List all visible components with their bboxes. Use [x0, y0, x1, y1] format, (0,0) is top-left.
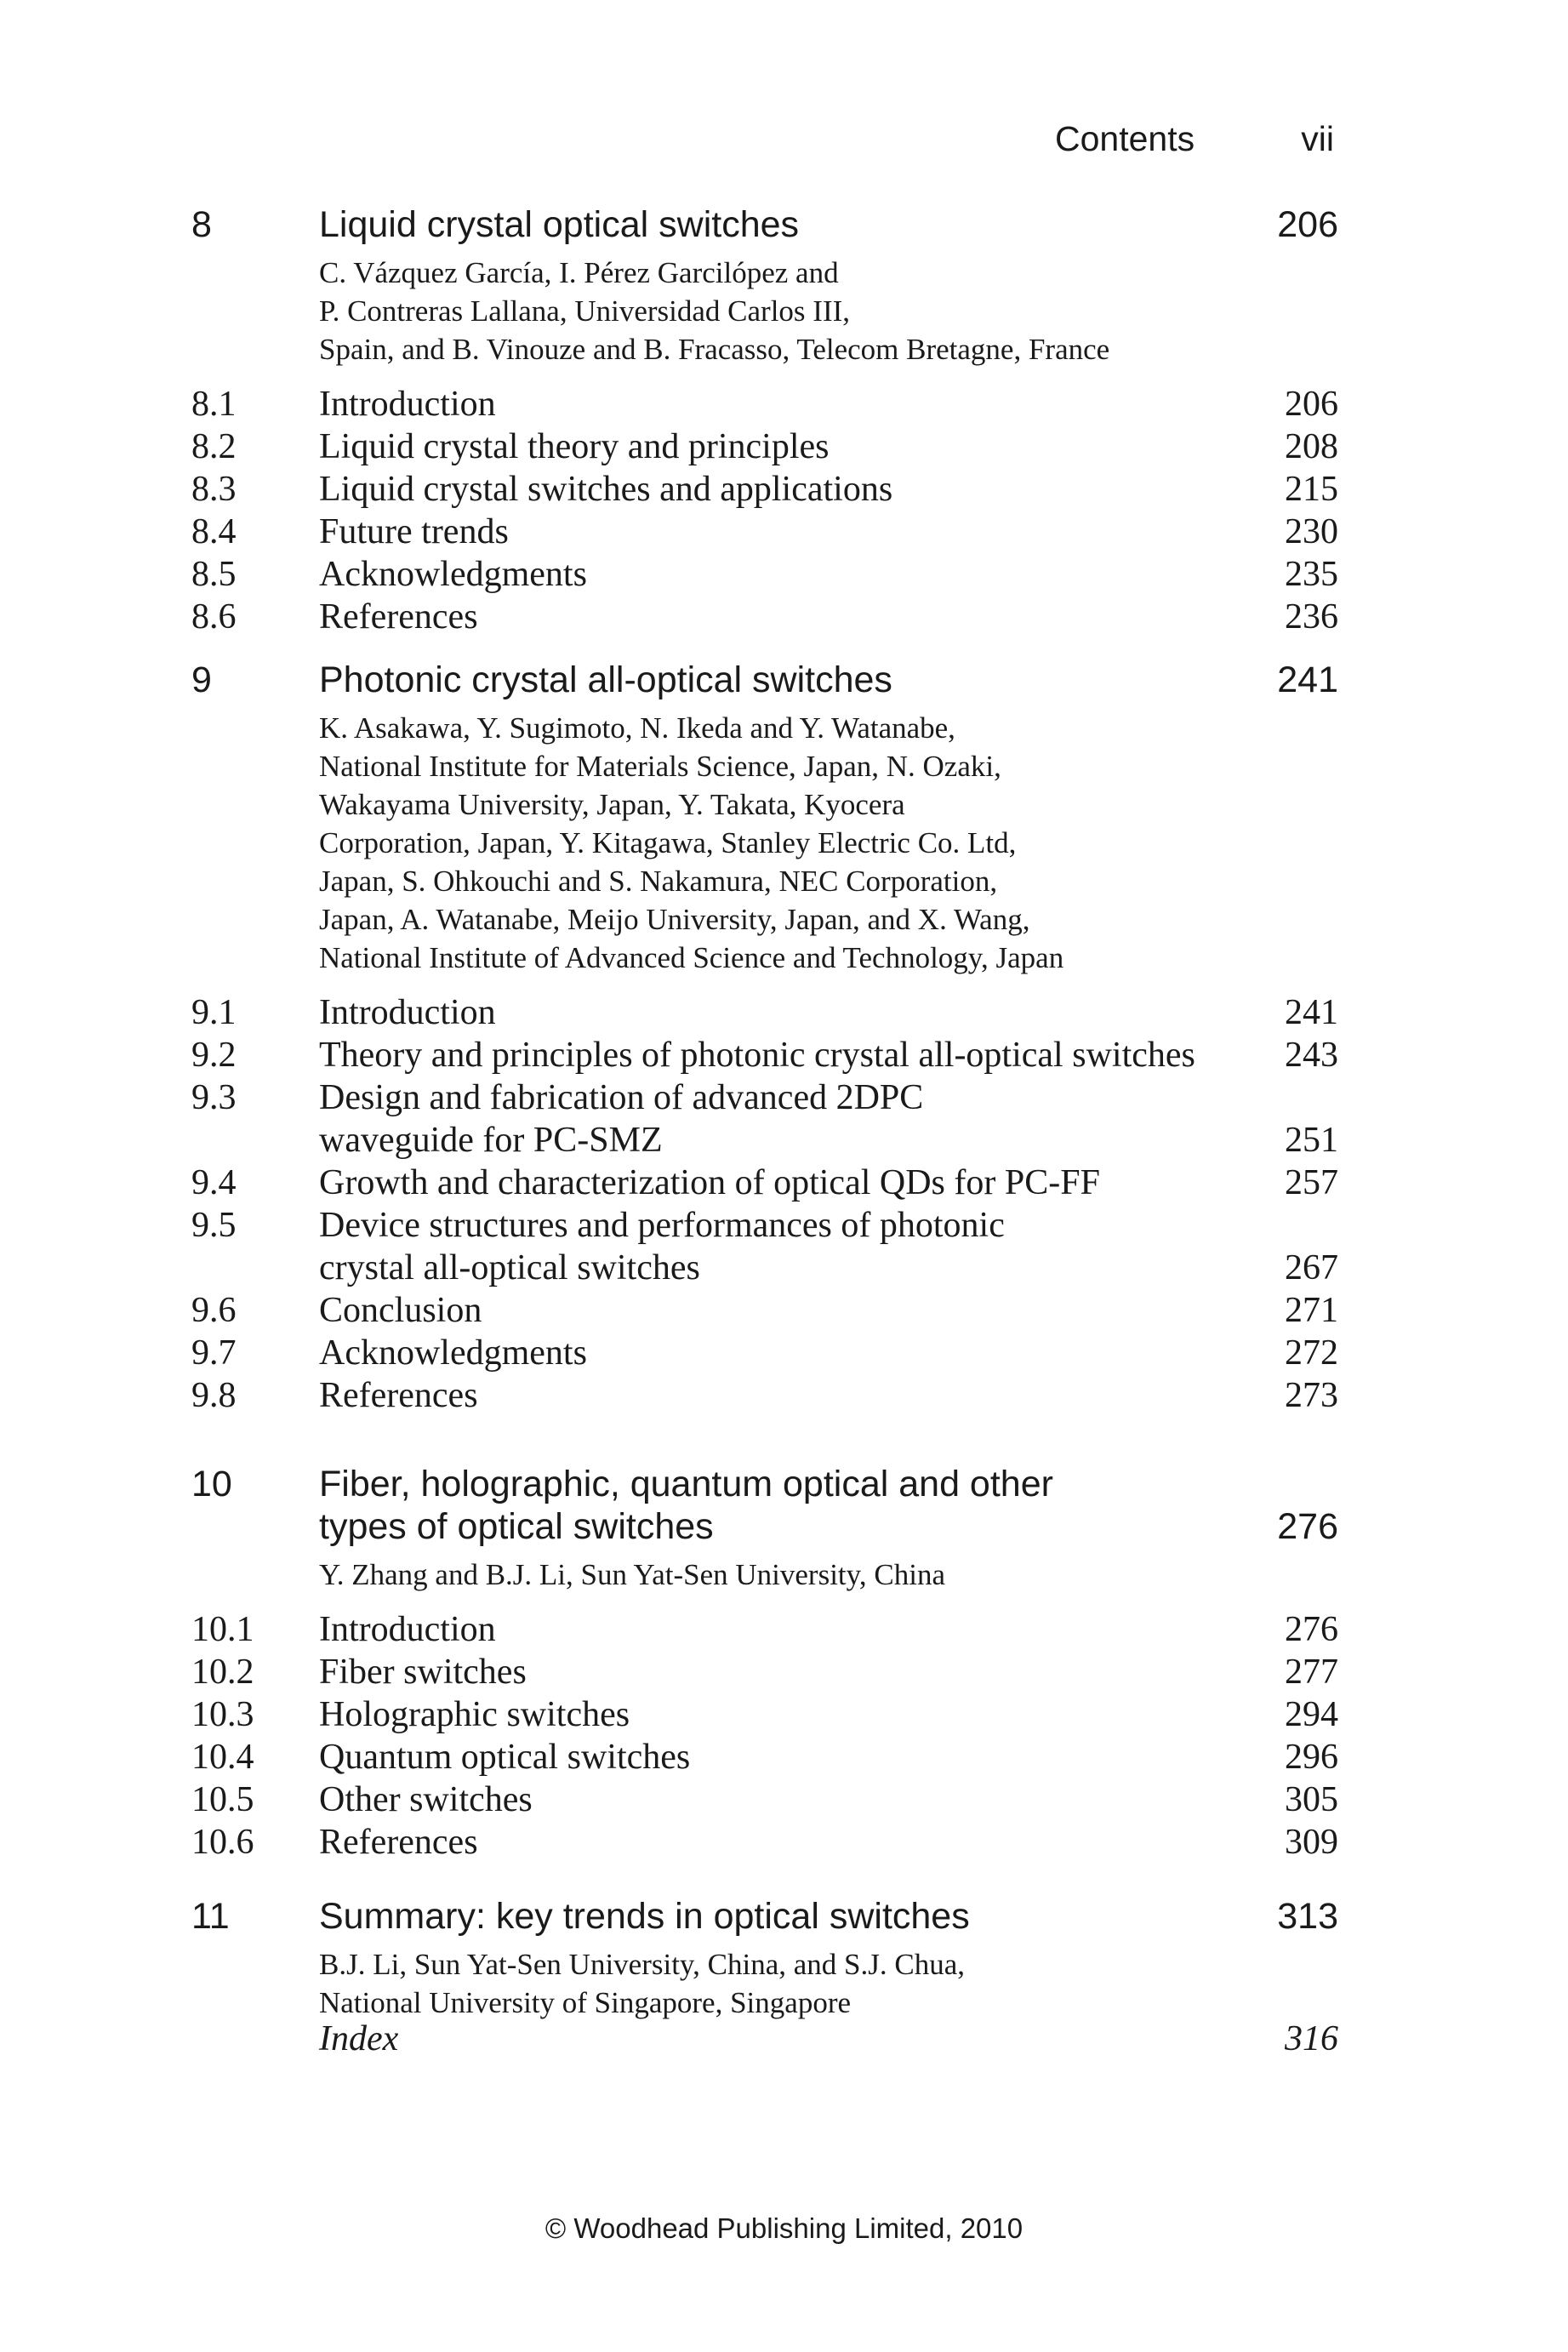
section-number: 9.5	[191, 1206, 237, 1245]
chapter-title-line2[interactable]: types of optical switches	[319, 1506, 714, 1547]
section-page: 296	[1285, 1738, 1338, 1777]
section-number: 8.5	[191, 555, 237, 594]
section-number: 8.3	[191, 470, 237, 509]
section-title[interactable]: Design and fabrication of advanced 2DPC	[319, 1078, 924, 1117]
author-line: Y. Zhang and B.J. Li, Sun Yat-Sen University, China	[319, 1558, 945, 1591]
section-title[interactable]: Conclusion	[319, 1291, 482, 1330]
author-line: National University of Singapore, Singapore	[319, 1986, 852, 2019]
section-title[interactable]: Liquid crystal switches and applications	[319, 470, 893, 509]
section-page: 251	[1285, 1121, 1338, 1160]
section-title[interactable]: Acknowledgments	[319, 555, 587, 594]
chapter-number: 11	[191, 1896, 230, 1937]
section-number: 8.1	[191, 385, 237, 424]
section-title[interactable]: Theory and principles of photonic crystal all-optical switches	[319, 1036, 1195, 1075]
section-title[interactable]: Growth and characterization of optical QDs for PC-FF	[319, 1163, 1100, 1202]
section-page: 206	[1285, 385, 1338, 424]
section-number: 9.6	[191, 1291, 237, 1330]
section-page: 243	[1285, 1036, 1338, 1075]
section-title[interactable]: Quantum optical switches	[319, 1738, 691, 1777]
section-title[interactable]: Device structures and performances of photonic	[319, 1206, 1005, 1245]
section-number: 10.3	[191, 1695, 254, 1734]
chapter-authors	[319, 254, 1109, 368]
chapter-number: 10	[191, 1464, 232, 1504]
section-number: 9.3	[191, 1078, 237, 1117]
section-title[interactable]: Introduction	[319, 993, 496, 1032]
section-page: 230	[1285, 512, 1338, 551]
section-number: 10.6	[191, 1823, 254, 1862]
author-line: National Institute for Materials Science, Japan, N. Ozaki,	[319, 750, 1001, 783]
author-line: Japan, A. Watanabe, Meijo University, Japan, and X. Wang,	[319, 903, 1030, 936]
section-title[interactable]: Fiber switches	[319, 1653, 527, 1692]
index-title[interactable]: Index	[319, 2019, 399, 2058]
author-line: Japan, S. Ohkouchi and S. Nakamura, NEC Corporation,	[319, 865, 998, 898]
section-page: 273	[1285, 1376, 1338, 1415]
chapter-number: 9	[191, 659, 212, 700]
section-page: 305	[1285, 1780, 1338, 1819]
section-title[interactable]: References	[319, 1376, 478, 1415]
author-line: P. Contreras Lallana, Universidad Carlos III,	[319, 294, 851, 328]
section-number: 8.6	[191, 597, 237, 637]
chapter-page: 276	[1277, 1506, 1338, 1547]
chapter-title[interactable]: Fiber, holographic, quantum optical and other	[319, 1464, 1053, 1504]
section-number: 10.2	[191, 1653, 254, 1692]
section-title[interactable]: Future trends	[319, 512, 509, 551]
chapter-title[interactable]: Liquid crystal optical switches	[319, 204, 800, 245]
section-page: 235	[1285, 555, 1338, 594]
section-title[interactable]: Liquid crystal theory and principles	[319, 427, 830, 466]
section-number: 10.5	[191, 1780, 254, 1819]
section-page: 294	[1285, 1695, 1338, 1734]
section-number: 8.4	[191, 512, 237, 551]
section-title[interactable]: References	[319, 597, 478, 637]
section-page: 309	[1285, 1823, 1338, 1862]
chapter-authors	[319, 1556, 945, 1594]
section-number: 10.4	[191, 1738, 254, 1777]
section-page: 277	[1285, 1653, 1338, 1692]
section-title[interactable]: Holographic switches	[319, 1695, 630, 1734]
chapter-page: 206	[1277, 204, 1338, 245]
chapter-authors	[319, 1945, 965, 2022]
chapter-number: 8	[191, 204, 212, 245]
author-line: B.J. Li, Sun Yat-Sen University, China, and S.J. Chua,	[319, 1948, 966, 1981]
copyright-footer: © Woodhead Publishing Limited, 2010	[545, 2212, 1023, 2244]
chapter-page: 241	[1277, 659, 1338, 700]
chapter-title[interactable]: Photonic crystal all-optical switches	[319, 659, 892, 700]
index-page: 316	[1285, 2019, 1338, 2058]
section-page: 215	[1285, 470, 1338, 509]
section-number: 9.8	[191, 1376, 237, 1415]
section-title[interactable]: Introduction	[319, 385, 496, 424]
section-title[interactable]: Acknowledgments	[319, 1333, 587, 1373]
section-number: 9.2	[191, 1036, 237, 1075]
page-header	[1055, 119, 1344, 170]
chapter-title[interactable]: Summary: key trends in optical switches	[319, 1896, 970, 1937]
section-page: 257	[1285, 1163, 1338, 1202]
section-page: 276	[1285, 1610, 1338, 1649]
section-title-line2[interactable]: waveguide for PC-SMZ	[319, 1121, 663, 1160]
author-line: K. Asakawa, Y. Sugimoto, N. Ikeda and Y. Watanabe,	[319, 711, 955, 745]
author-line: Wakayama University, Japan, Y. Takata, Kyocera	[319, 788, 905, 821]
chapter-authors	[319, 709, 1063, 977]
author-line: National Institute of Advanced Science and Technology, Japan	[319, 941, 1064, 974]
section-number: 10.1	[191, 1610, 254, 1649]
author-line: C. Vázquez García, I. Pérez Garcilópez and	[319, 256, 839, 289]
section-page: 236	[1285, 597, 1338, 637]
section-number: 8.2	[191, 427, 237, 466]
section-page: 241	[1285, 993, 1338, 1032]
author-line: Spain, and B. Vinouze and B. Fracasso, Telecom Bretagne, France	[319, 333, 1110, 366]
section-page: 267	[1285, 1248, 1338, 1287]
section-number: 9.7	[191, 1333, 237, 1373]
section-title-line2[interactable]: crystal all-optical switches	[319, 1248, 700, 1287]
section-title[interactable]: Other switches	[319, 1780, 533, 1819]
chapter-page: 313	[1277, 1896, 1338, 1937]
section-page: 271	[1285, 1291, 1338, 1330]
section-title[interactable]: References	[319, 1823, 478, 1862]
section-number: 9.4	[191, 1163, 237, 1202]
section-title[interactable]: Introduction	[319, 1610, 496, 1649]
section-page: 208	[1285, 427, 1338, 466]
running-head: Contents	[1055, 119, 1195, 158]
page-number: vii	[1301, 119, 1334, 158]
section-page: 272	[1285, 1333, 1338, 1373]
section-number: 9.1	[191, 993, 237, 1032]
author-line: Corporation, Japan, Y. Kitagawa, Stanley Electric Co. Ltd,	[319, 826, 1017, 859]
